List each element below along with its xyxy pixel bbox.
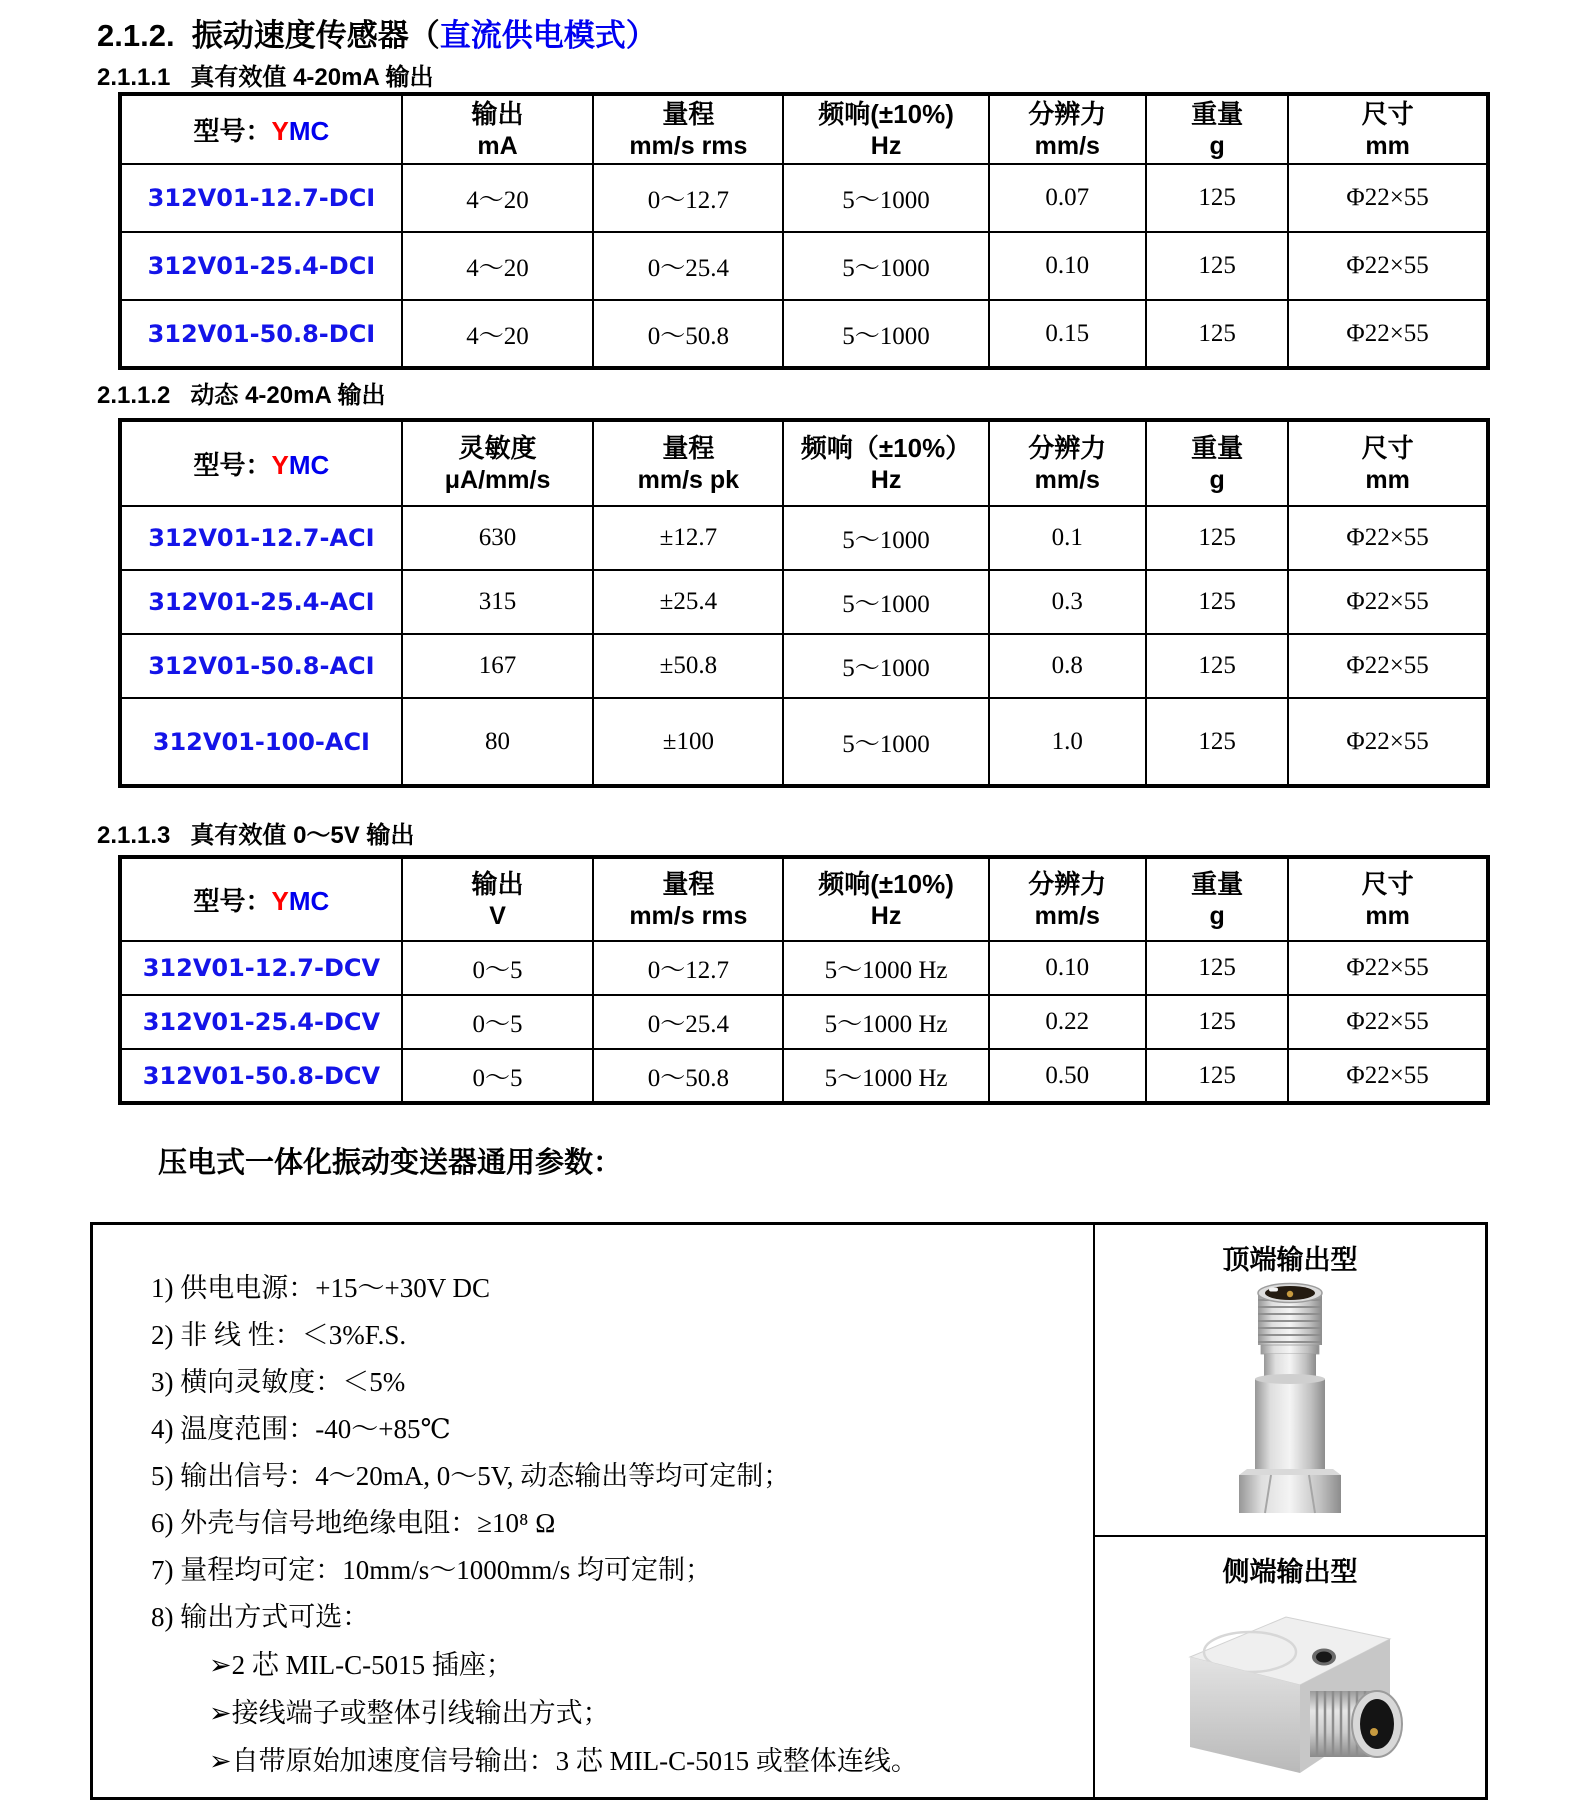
table-row	[120, 941, 1488, 995]
model-column-header	[120, 857, 402, 941]
param-item: 3) 横向灵敏度：＜5%	[151, 1367, 406, 1397]
params-list	[93, 1225, 1093, 1797]
param-item: 4) 温度范围：-40～+85℃	[151, 1414, 451, 1444]
value-cell: Φ22×55	[1288, 698, 1488, 786]
param-item: 7) 量程均可定：10mm/s～1000mm/s 均可定制；	[151, 1555, 713, 1585]
brand-y: Y	[271, 116, 289, 146]
page-title-black: 2.1.2. 振动速度传感器（	[97, 18, 440, 53]
top-output-section	[1095, 1225, 1485, 1537]
table-row	[120, 506, 1488, 570]
value-cell: Φ22×55	[1288, 232, 1488, 300]
table-row	[120, 1049, 1488, 1103]
param-item: 1) 供电电源：+15～+30V DC	[151, 1273, 490, 1303]
model-label: 型号：	[193, 116, 272, 146]
value-cell: Φ22×55	[1288, 941, 1488, 995]
value-cell: 0～50.8	[593, 1049, 783, 1103]
column-header: 量程 mm/s pk	[593, 420, 783, 506]
value-cell: 5～1000	[783, 570, 988, 634]
value-cell: Φ22×55	[1288, 634, 1488, 698]
value-cell: ±100	[593, 698, 783, 786]
model-cell: 312V01-12.7-DCI	[120, 164, 402, 232]
table-row	[120, 698, 1488, 786]
value-cell: 125	[1146, 164, 1288, 232]
value-cell: 80	[402, 698, 594, 786]
column-header: 重量 g	[1146, 420, 1288, 506]
model-cell: 312V01-12.7-DCV	[120, 941, 402, 995]
value-cell: 125	[1146, 698, 1288, 786]
brand-mc: MC	[288, 116, 330, 146]
common-params-box	[90, 1222, 1488, 1800]
value-cell: 5～1000	[783, 506, 988, 570]
model-cell: 312V01-50.8-DCI	[120, 300, 402, 368]
top-output-label: 顶端输出型	[1222, 1245, 1358, 1275]
value-cell: 0.50	[989, 1049, 1146, 1103]
value-cell: 0.07	[989, 164, 1146, 232]
model-cell: 312V01-25.4-DCI	[120, 232, 402, 300]
value-cell: 125	[1146, 634, 1288, 698]
side-output-section	[1095, 1537, 1485, 1797]
column-header: 频响（±10%） Hz	[783, 420, 988, 506]
value-cell: 4～20	[402, 232, 594, 300]
value-cell: 0.15	[989, 300, 1146, 368]
column-header: 输出 V	[402, 857, 594, 941]
param-subitem: ➢自带原始加速度信号输出：3 芯 MIL-C-5015 或整体连线。	[209, 1746, 918, 1776]
value-cell: 125	[1146, 941, 1288, 995]
param-item: 8) 输出方式可选：	[151, 1602, 370, 1632]
value-cell: 0～12.7	[593, 941, 783, 995]
value-cell: 0.10	[989, 232, 1146, 300]
value-cell: Φ22×55	[1288, 1049, 1488, 1103]
value-cell: 167	[402, 634, 594, 698]
value-cell: 125	[1146, 570, 1288, 634]
value-cell: ±25.4	[593, 570, 783, 634]
value-cell: 1.0	[989, 698, 1146, 786]
table-row	[120, 634, 1488, 698]
table-row	[120, 570, 1488, 634]
value-cell: 125	[1146, 995, 1288, 1049]
table-row	[120, 995, 1488, 1049]
model-cell: 312V01-12.7-ACI	[120, 506, 402, 570]
column-header: 量程 mm/s rms	[593, 94, 783, 164]
value-cell: Φ22×55	[1288, 570, 1488, 634]
value-cell: 0～50.8	[593, 300, 783, 368]
model-cell: 312V01-25.4-ACI	[120, 570, 402, 634]
column-header: 尺寸 mm	[1288, 94, 1488, 164]
value-cell: 4～20	[402, 300, 594, 368]
model-cell: 312V01-50.8-ACI	[120, 634, 402, 698]
value-cell: 5～1000 Hz	[783, 941, 988, 995]
spec-table-true-rms-0-5v	[118, 855, 1490, 1105]
value-cell: 0～25.4	[593, 232, 783, 300]
model-cell: 312V01-50.8-DCV	[120, 1049, 402, 1103]
value-cell: 630	[402, 506, 594, 570]
value-cell: 0.3	[989, 570, 1146, 634]
column-header: 输出 mA	[402, 94, 594, 164]
value-cell: Φ22×55	[1288, 164, 1488, 232]
value-cell: 5～1000	[783, 164, 988, 232]
value-cell: 0～25.4	[593, 995, 783, 1049]
table-row	[120, 300, 1488, 368]
value-cell: Φ22×55	[1288, 995, 1488, 1049]
product-images-panel	[1093, 1225, 1485, 1797]
value-cell: 5～1000	[783, 232, 988, 300]
value-cell: 125	[1146, 1049, 1288, 1103]
top-output-sensor-image	[1231, 1281, 1349, 1523]
model-column-header	[120, 420, 402, 506]
value-cell: 125	[1146, 300, 1288, 368]
value-cell: 0.8	[989, 634, 1146, 698]
value-cell: Φ22×55	[1288, 300, 1488, 368]
header-row	[120, 94, 1488, 164]
value-cell: 0～5	[402, 1049, 594, 1103]
column-header: 灵敏度 μA/mm/s	[402, 420, 594, 506]
value-cell: 315	[402, 570, 594, 634]
spec-table-true-rms-4-20ma	[118, 92, 1490, 370]
value-cell: 5～1000 Hz	[783, 1049, 988, 1103]
value-cell: ±50.8	[593, 634, 783, 698]
value-cell: ±12.7	[593, 506, 783, 570]
column-header: 频响(±10%) Hz	[783, 857, 988, 941]
param-item: 5) 输出信号：4～20mA, 0～5V, 动态输出等均可定制；	[151, 1461, 791, 1491]
value-cell: 0～5	[402, 995, 594, 1049]
param-item: 6) 外壳与信号地绝缘电阻：≥10⁸ Ω	[151, 1508, 556, 1538]
param-subitem: ➢2 芯 MIL-C-5015 插座；	[209, 1650, 513, 1680]
param-subitem: ➢接线端子或整体引线输出方式；	[209, 1698, 610, 1728]
value-cell: 125	[1146, 506, 1288, 570]
value-cell: Φ22×55	[1288, 506, 1488, 570]
model-label: 型号：	[193, 886, 272, 916]
header-row	[120, 857, 1488, 941]
model-label: 型号：	[193, 450, 272, 480]
value-cell: 0.10	[989, 941, 1146, 995]
param-item: 2) 非 线 性：＜3%F.S.	[151, 1320, 407, 1350]
column-header: 分辨力 mm/s	[989, 420, 1146, 506]
brand-y: Y	[271, 886, 289, 916]
column-header: 尺寸 mm	[1288, 420, 1488, 506]
value-cell: 0～12.7	[593, 164, 783, 232]
side-output-label: 侧端输出型	[1222, 1557, 1358, 1587]
column-header: 重量 g	[1146, 94, 1288, 164]
column-header: 量程 mm/s rms	[593, 857, 783, 941]
value-cell: 4～20	[402, 164, 594, 232]
column-header: 分辨力 mm/s	[989, 857, 1146, 941]
brand-mc: MC	[288, 886, 330, 916]
value-cell: 0～5	[402, 941, 594, 995]
table-row	[120, 164, 1488, 232]
page-title	[97, 10, 657, 55]
value-cell: 125	[1146, 232, 1288, 300]
common-params-title: 压电式一体化振动变送器通用参数：	[158, 1147, 623, 1179]
section-heading-1: 2.1.1.1 真有效值 4-20mA 输出	[97, 64, 434, 91]
column-header: 重量 g	[1146, 857, 1288, 941]
table-row	[120, 232, 1488, 300]
column-header: 分辨力 mm/s	[989, 94, 1146, 164]
model-cell: 312V01-25.4-DCV	[120, 995, 402, 1049]
column-header: 尺寸 mm	[1288, 857, 1488, 941]
section-heading-3: 2.1.1.3 真有效值 0～5V 输出	[97, 822, 415, 849]
side-output-sensor-image	[1164, 1593, 1416, 1785]
brand-mc: MC	[288, 450, 330, 480]
value-cell: 0.22	[989, 995, 1146, 1049]
model-cell: 312V01-100-ACI	[120, 698, 402, 786]
section-heading-2: 2.1.1.2 动态 4-20mA 输出	[97, 382, 386, 409]
value-cell: 5～1000	[783, 698, 988, 786]
page-title-highlight: 直流供电模式）	[439, 18, 657, 53]
spec-table-dynamic-4-20ma	[118, 418, 1490, 788]
value-cell: 5～1000	[783, 300, 988, 368]
header-row	[120, 420, 1488, 506]
value-cell: 0.1	[989, 506, 1146, 570]
brand-y: Y	[271, 450, 289, 480]
value-cell: 5～1000 Hz	[783, 995, 988, 1049]
model-column-header	[120, 94, 402, 164]
column-header: 频响(±10%) Hz	[783, 94, 988, 164]
value-cell: 5～1000	[783, 634, 988, 698]
